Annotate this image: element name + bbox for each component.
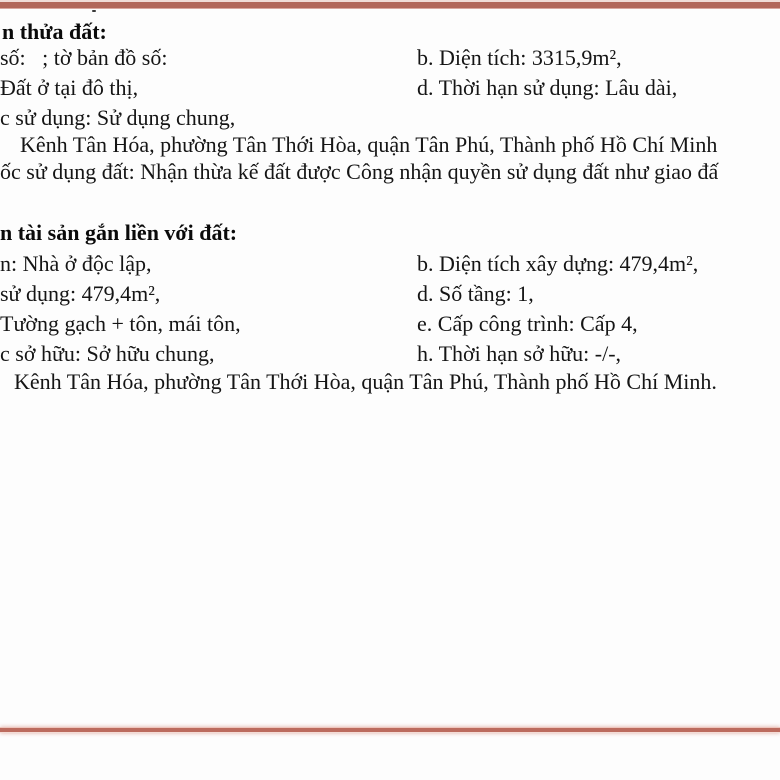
top-horizontal-rule: [0, 0, 780, 9]
floors-count: d. Số tầng: 1,: [417, 281, 534, 306]
ownership-form-fragment: c sở hữu: Sở hữu chung,: [0, 341, 215, 366]
floor-area-fragment: sử dụng: 479,4m²,: [0, 281, 161, 306]
land-use-term: d. Thời hạn sử dụng: Lâu dài,: [417, 75, 678, 100]
land-section-heading: n thửa đất:: [2, 19, 107, 44]
bottom-horizontal-rule: [0, 727, 780, 733]
house-type-fragment: n: Nhà ở độc lập,: [0, 251, 152, 276]
plot-number-fragment: số: ; tờ bản đồ số:: [0, 45, 168, 70]
land-origin-fragment: ốc sử dụng đất: Nhận thừa kế đất được Công nhận quyền sử dụng đất như giao đấ: [0, 159, 719, 184]
structure-material-fragment: Tường gạch + tôn, mái tôn,: [0, 311, 241, 336]
land-use-form-fragment: c sử dụng: Sử dụng chung,: [0, 105, 236, 130]
construction-grade: e. Cấp công trình: Cấp 4,: [417, 311, 638, 336]
construction-area-value: b. Diện tích xây dựng: 479,4m²,: [417, 251, 699, 276]
land-area-value: b. Diện tích: 3315,9m²,: [417, 45, 622, 70]
asset-section-heading: n tài sản gắn liền với đất:: [0, 220, 238, 245]
asset-address: Kênh Tân Hóa, phường Tân Thới Hòa, quận Tân Phú, Thành phố Hồ Chí Minh.: [14, 369, 717, 394]
cropped-text-remnant: [92, 10, 96, 12]
ownership-term: h. Thời hạn sở hữu: -/-,: [417, 341, 622, 366]
land-use-purpose-fragment: Đất ở tại đô thị,: [0, 75, 139, 100]
land-address: Kênh Tân Hóa, phường Tân Thới Hòa, quận Tân Phú, Thành phố Hồ Chí Minh: [20, 132, 718, 157]
